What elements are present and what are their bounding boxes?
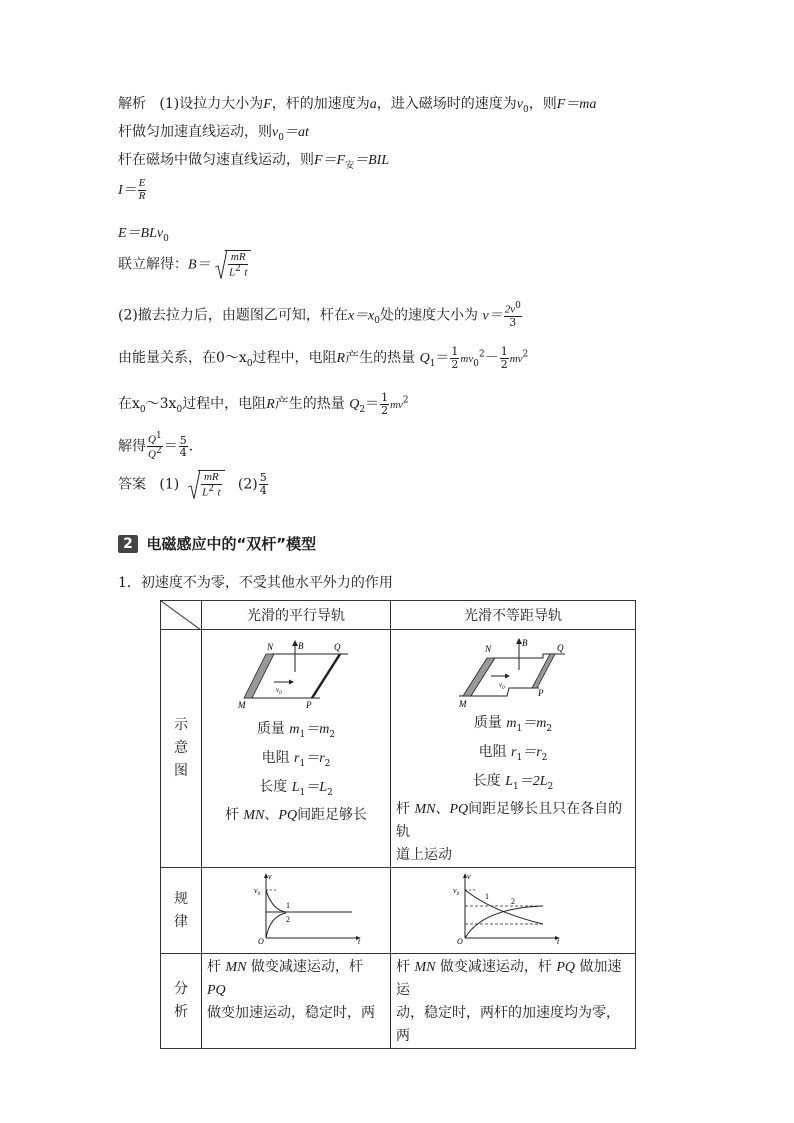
var-Q: Q bbox=[349, 397, 360, 413]
var: PQ bbox=[278, 808, 298, 824]
curve-2 bbox=[266, 913, 286, 938]
superscript: 1 bbox=[155, 431, 162, 441]
label-2: 2 bbox=[286, 915, 290, 925]
fraction bbox=[228, 252, 248, 279]
solution-line-4 bbox=[118, 178, 147, 202]
row-label-law bbox=[161, 868, 202, 954]
label-M: M bbox=[459, 699, 467, 708]
subscript: 2 bbox=[547, 781, 554, 792]
subscript: 2 bbox=[359, 404, 366, 415]
part-number: (2) bbox=[118, 307, 138, 324]
subscript: 0 bbox=[139, 404, 146, 415]
text: 撤去拉力后，由题图乙可知，杆在 bbox=[137, 307, 348, 324]
row-label-char: 律 bbox=[174, 913, 188, 930]
label-v0 bbox=[453, 886, 460, 897]
label-v0 bbox=[499, 681, 505, 691]
text: 做加速运 bbox=[396, 959, 622, 999]
numerator: 2v bbox=[504, 303, 516, 316]
length-line bbox=[391, 770, 635, 799]
eq: m bbox=[289, 722, 300, 737]
part-number: (1) bbox=[159, 476, 180, 493]
solution-line-5 bbox=[118, 226, 169, 244]
subscript: 0 bbox=[279, 691, 282, 696]
subscript: 2 bbox=[324, 758, 331, 769]
var: MN bbox=[225, 960, 247, 976]
superscript: 2 bbox=[208, 483, 214, 494]
label-N: N bbox=[485, 644, 492, 654]
superscript: 2 bbox=[155, 446, 162, 457]
resist-line bbox=[202, 747, 390, 776]
subscript: 2 bbox=[327, 787, 333, 798]
row-label-char: 析 bbox=[174, 1004, 188, 1021]
equation: v＝ bbox=[482, 308, 503, 324]
superscript: 2 bbox=[402, 395, 409, 406]
eq: m bbox=[506, 716, 517, 731]
analysis-line-2: 动，稳定时，两杆的加速度均为零，两 bbox=[396, 1005, 620, 1045]
answer-line bbox=[118, 470, 269, 499]
resist-label: 电阻 bbox=[478, 743, 507, 760]
var: MN bbox=[414, 960, 436, 976]
subscript: 2 bbox=[546, 723, 553, 734]
table-row-law bbox=[161, 868, 636, 954]
var-R: R bbox=[266, 397, 275, 413]
col2-graph-cell bbox=[391, 868, 636, 954]
text: 在x bbox=[118, 396, 140, 413]
equals: ＝ bbox=[435, 350, 450, 367]
superscript: 2 bbox=[235, 263, 241, 274]
equation: F＝F bbox=[314, 153, 346, 168]
solution-line-6 bbox=[118, 250, 251, 279]
equation: B＝ bbox=[188, 257, 211, 273]
col2-analysis-cell bbox=[391, 954, 636, 1049]
subscript: 0 bbox=[163, 233, 169, 244]
mass-line bbox=[202, 718, 390, 747]
solution-line-8 bbox=[118, 346, 528, 370]
denominator: 4 bbox=[259, 483, 267, 497]
numerator: mR bbox=[228, 252, 248, 265]
v-text: v bbox=[499, 681, 503, 689]
label-Q: Q bbox=[334, 642, 341, 652]
label-v: v bbox=[467, 872, 471, 882]
col1-analysis-cell bbox=[202, 954, 391, 1049]
equation: ＝at bbox=[283, 125, 309, 140]
subscript: 1 bbox=[516, 752, 523, 763]
v-text: v bbox=[276, 686, 280, 694]
var-a: a bbox=[369, 97, 377, 112]
eq: ＝m bbox=[305, 722, 330, 737]
fraction bbox=[450, 346, 459, 370]
text: 杆 bbox=[396, 801, 415, 818]
table-row-diagram bbox=[161, 630, 636, 868]
equation: F＝ma bbox=[556, 97, 597, 112]
equation: ＝x bbox=[354, 308, 375, 324]
label-B: B bbox=[298, 641, 304, 651]
length-label: 长度 bbox=[472, 772, 501, 789]
subscript: 安 bbox=[345, 160, 355, 171]
v-text: v bbox=[254, 886, 258, 896]
subscript: 0 bbox=[456, 892, 460, 898]
term: mv bbox=[390, 399, 403, 412]
section-heading bbox=[118, 535, 316, 553]
text: 设拉力大小为 bbox=[179, 96, 264, 112]
solution-line-10 bbox=[118, 432, 193, 461]
analysis-line-1 bbox=[396, 956, 631, 1002]
denominator-t: t bbox=[217, 486, 221, 499]
comparison-table bbox=[160, 600, 636, 1049]
text: 间距足够长 bbox=[297, 807, 368, 824]
label-1: 1 bbox=[485, 892, 489, 902]
fraction bbox=[147, 432, 163, 461]
square-root bbox=[215, 250, 251, 279]
var: PQ bbox=[449, 802, 469, 818]
var-F: F bbox=[263, 97, 272, 112]
square-root bbox=[188, 470, 224, 499]
col2-diagram-cell bbox=[391, 630, 636, 868]
radical-icon bbox=[188, 470, 200, 499]
text: 解得 bbox=[118, 438, 146, 455]
arrowhead-icon bbox=[505, 674, 510, 679]
eq: L bbox=[291, 779, 300, 795]
label-O: O bbox=[457, 937, 463, 945]
equation: I＝ bbox=[118, 183, 137, 199]
denominator: 4 bbox=[179, 446, 187, 460]
solution-line-9 bbox=[118, 392, 409, 416]
parallel-rails-diagram bbox=[236, 640, 356, 710]
text: 、 bbox=[435, 801, 450, 818]
note-line bbox=[202, 804, 390, 827]
text: 杆 bbox=[207, 959, 226, 976]
var-R: R bbox=[336, 351, 346, 367]
length-line bbox=[202, 776, 390, 805]
text: 处的速度大小为 bbox=[380, 307, 479, 324]
label-v: v bbox=[268, 872, 272, 882]
text: ，则 bbox=[528, 96, 557, 112]
mass-label: 质量 bbox=[473, 715, 502, 731]
fraction bbox=[179, 435, 188, 459]
analysis-line-1 bbox=[207, 956, 386, 1002]
resist-line bbox=[391, 741, 635, 770]
denominator: 2 bbox=[500, 357, 508, 371]
row-label-diagram bbox=[161, 630, 202, 868]
numerator: Q bbox=[148, 433, 156, 446]
label-P: P bbox=[538, 688, 544, 698]
text: ～3x bbox=[145, 396, 177, 413]
text: 做变减速运动，杆 bbox=[435, 959, 557, 976]
numerator: 5 bbox=[179, 433, 187, 447]
numerator: mR bbox=[201, 472, 221, 485]
eq: L bbox=[505, 773, 513, 789]
denominator: L bbox=[202, 486, 209, 499]
fraction bbox=[504, 302, 522, 329]
equation: E＝BLv bbox=[118, 226, 164, 241]
subscript: 1 bbox=[429, 358, 436, 369]
numerator: 1 bbox=[451, 345, 459, 358]
curve-2 bbox=[465, 906, 543, 938]
label-P: P bbox=[306, 700, 312, 710]
label-2: 2 bbox=[511, 897, 515, 907]
eq: r bbox=[511, 744, 517, 760]
text: 做变减速运动，杆 bbox=[246, 959, 363, 976]
row-label-analysis bbox=[161, 954, 202, 1049]
arrowhead-icon bbox=[289, 680, 294, 685]
length-label: 长度 bbox=[259, 778, 288, 795]
term: mv bbox=[460, 353, 474, 366]
solution-line-7 bbox=[118, 302, 523, 329]
superscript: 2 bbox=[522, 349, 529, 360]
col1-graph-cell bbox=[202, 868, 391, 954]
fraction bbox=[500, 346, 509, 370]
superscript: 2 bbox=[478, 349, 485, 360]
table-header-row bbox=[161, 601, 636, 630]
subscript: 1 bbox=[299, 758, 306, 769]
fraction bbox=[138, 178, 147, 202]
mass-label: 质量 bbox=[256, 721, 285, 737]
equals: ＝ bbox=[365, 396, 380, 413]
label-N: N bbox=[267, 642, 274, 652]
analysis-line-2: 做变加速运动，稳定时，两 bbox=[207, 1005, 375, 1022]
part-number: (1) bbox=[159, 96, 180, 112]
fraction bbox=[380, 392, 389, 416]
row-label-char: 分 bbox=[174, 981, 188, 998]
unequal-rails-diagram bbox=[457, 636, 567, 708]
denominator: R bbox=[138, 189, 146, 202]
eq: r bbox=[294, 750, 300, 766]
denominator: L bbox=[229, 266, 236, 279]
rod-PQ bbox=[532, 654, 555, 688]
subscript: 0 bbox=[522, 104, 529, 115]
text: ，进入磁场时的速度为 bbox=[376, 96, 517, 112]
label-v0 bbox=[254, 886, 261, 897]
denominator-t: t bbox=[244, 266, 248, 279]
subscript: 1 bbox=[512, 781, 519, 792]
item-1-heading: 1．初速度不为零，不受其他水平外力的作用 bbox=[118, 575, 393, 591]
subscript: 0 bbox=[176, 404, 183, 415]
var: MN bbox=[414, 802, 436, 818]
section-title: 电磁感应中的“双杆”模型 bbox=[146, 534, 317, 553]
denominator: 3 bbox=[509, 316, 517, 330]
text: ，杆的加速度为 bbox=[271, 96, 370, 112]
subscript: 1 bbox=[299, 729, 306, 740]
note-line-1 bbox=[396, 798, 635, 844]
solution-line-3 bbox=[118, 153, 389, 171]
text: 过程中，电阻 bbox=[252, 350, 337, 367]
solution-label: 解析 bbox=[118, 96, 146, 112]
subscript: 0 bbox=[502, 686, 505, 691]
var-v0: v bbox=[272, 125, 279, 140]
eq: ＝r bbox=[522, 744, 542, 760]
resist-label: 电阻 bbox=[261, 749, 290, 766]
fraction bbox=[201, 472, 221, 499]
rod-MN bbox=[244, 654, 274, 698]
corner-cell bbox=[161, 601, 202, 630]
numerator: E bbox=[138, 177, 146, 189]
subscript: 0 bbox=[374, 316, 381, 327]
label-v0 bbox=[276, 686, 282, 696]
denominator: 2 bbox=[381, 403, 389, 417]
mass-line bbox=[391, 712, 635, 741]
var: PQ bbox=[556, 960, 576, 976]
subscript: 0 bbox=[246, 358, 253, 369]
eq: ＝r bbox=[305, 750, 325, 766]
var-x: x bbox=[347, 308, 355, 324]
eq: ＝2L bbox=[518, 773, 548, 789]
subscript: 0 bbox=[257, 892, 261, 898]
term: mv bbox=[509, 353, 523, 366]
subscript: 1 bbox=[299, 787, 306, 798]
table-row-analysis bbox=[161, 954, 636, 1049]
eq: ＝L bbox=[305, 779, 328, 795]
col2-vt-graph bbox=[453, 872, 563, 944]
fraction bbox=[259, 472, 268, 496]
equals: ＝ bbox=[163, 438, 178, 455]
row-label-char: 示 bbox=[174, 717, 188, 734]
numerator: 1 bbox=[500, 345, 508, 358]
text: 产生的热量 bbox=[345, 350, 416, 367]
minus: － bbox=[484, 350, 499, 367]
superscript: 0 bbox=[515, 301, 521, 311]
var: MN bbox=[243, 808, 265, 824]
solution-line-2 bbox=[118, 125, 309, 143]
label-1: 1 bbox=[286, 901, 290, 911]
text: 产生的热量 bbox=[274, 396, 345, 413]
label-M: M bbox=[238, 700, 246, 710]
text: 联立解得： bbox=[118, 256, 188, 273]
solution-line-1 bbox=[118, 97, 596, 115]
text: 杆 bbox=[224, 807, 239, 824]
rod-MN bbox=[463, 658, 495, 696]
subscript: 2 bbox=[329, 729, 336, 740]
text: 由能量关系，在0～x bbox=[118, 350, 247, 367]
eq: ＝m bbox=[522, 716, 547, 731]
row-label-char: 意 bbox=[174, 740, 188, 757]
text: 杆 bbox=[396, 959, 415, 976]
text: 间距足够长且只在各自的轨 bbox=[396, 801, 623, 841]
denominator: Q bbox=[148, 448, 156, 461]
var-Q: Q bbox=[419, 351, 430, 367]
col1-diagram-cell bbox=[202, 630, 391, 868]
radical-icon bbox=[215, 250, 227, 279]
numerator: 5 bbox=[259, 471, 267, 485]
label-Q: Q bbox=[557, 643, 564, 653]
rod-PQ bbox=[312, 654, 340, 698]
subscript: 1 bbox=[516, 723, 523, 734]
period: . bbox=[188, 438, 194, 455]
text: 过程中，电阻 bbox=[182, 396, 267, 413]
header-col2: 光滑不等距导轨 bbox=[391, 601, 636, 630]
subscript: 2 bbox=[541, 752, 548, 763]
text: 杆在磁场中做匀速直线运动，则 bbox=[118, 152, 314, 168]
note-line-2: 道上运动 bbox=[396, 847, 452, 864]
text: 杆做匀加速直线运动，则 bbox=[118, 124, 272, 140]
curve-1 bbox=[266, 890, 286, 912]
part-number: (2) bbox=[237, 476, 258, 493]
label-O: O bbox=[258, 937, 264, 945]
label-t: t bbox=[557, 937, 560, 945]
text: 、 bbox=[264, 807, 279, 824]
label-t: t bbox=[358, 937, 361, 945]
row-label-char: 图 bbox=[174, 763, 188, 780]
numerator: 1 bbox=[381, 391, 389, 404]
header-col1: 光滑的平行导轨 bbox=[202, 601, 391, 630]
answer-label: 答案 bbox=[118, 476, 146, 493]
row-label-char: 规 bbox=[174, 890, 188, 907]
subscript: 0 bbox=[473, 358, 479, 369]
denominator: 2 bbox=[451, 357, 459, 371]
equation: ＝BIL bbox=[354, 153, 390, 168]
section-number-badge: 2 bbox=[118, 535, 138, 553]
col1-vt-graph bbox=[254, 872, 364, 944]
diagonal-line-icon bbox=[161, 601, 201, 630]
var-v0: v bbox=[516, 97, 523, 112]
var: PQ bbox=[207, 983, 226, 999]
subscript: 0 bbox=[278, 132, 284, 143]
v-text: v bbox=[453, 886, 457, 896]
label-B: B bbox=[522, 638, 528, 648]
